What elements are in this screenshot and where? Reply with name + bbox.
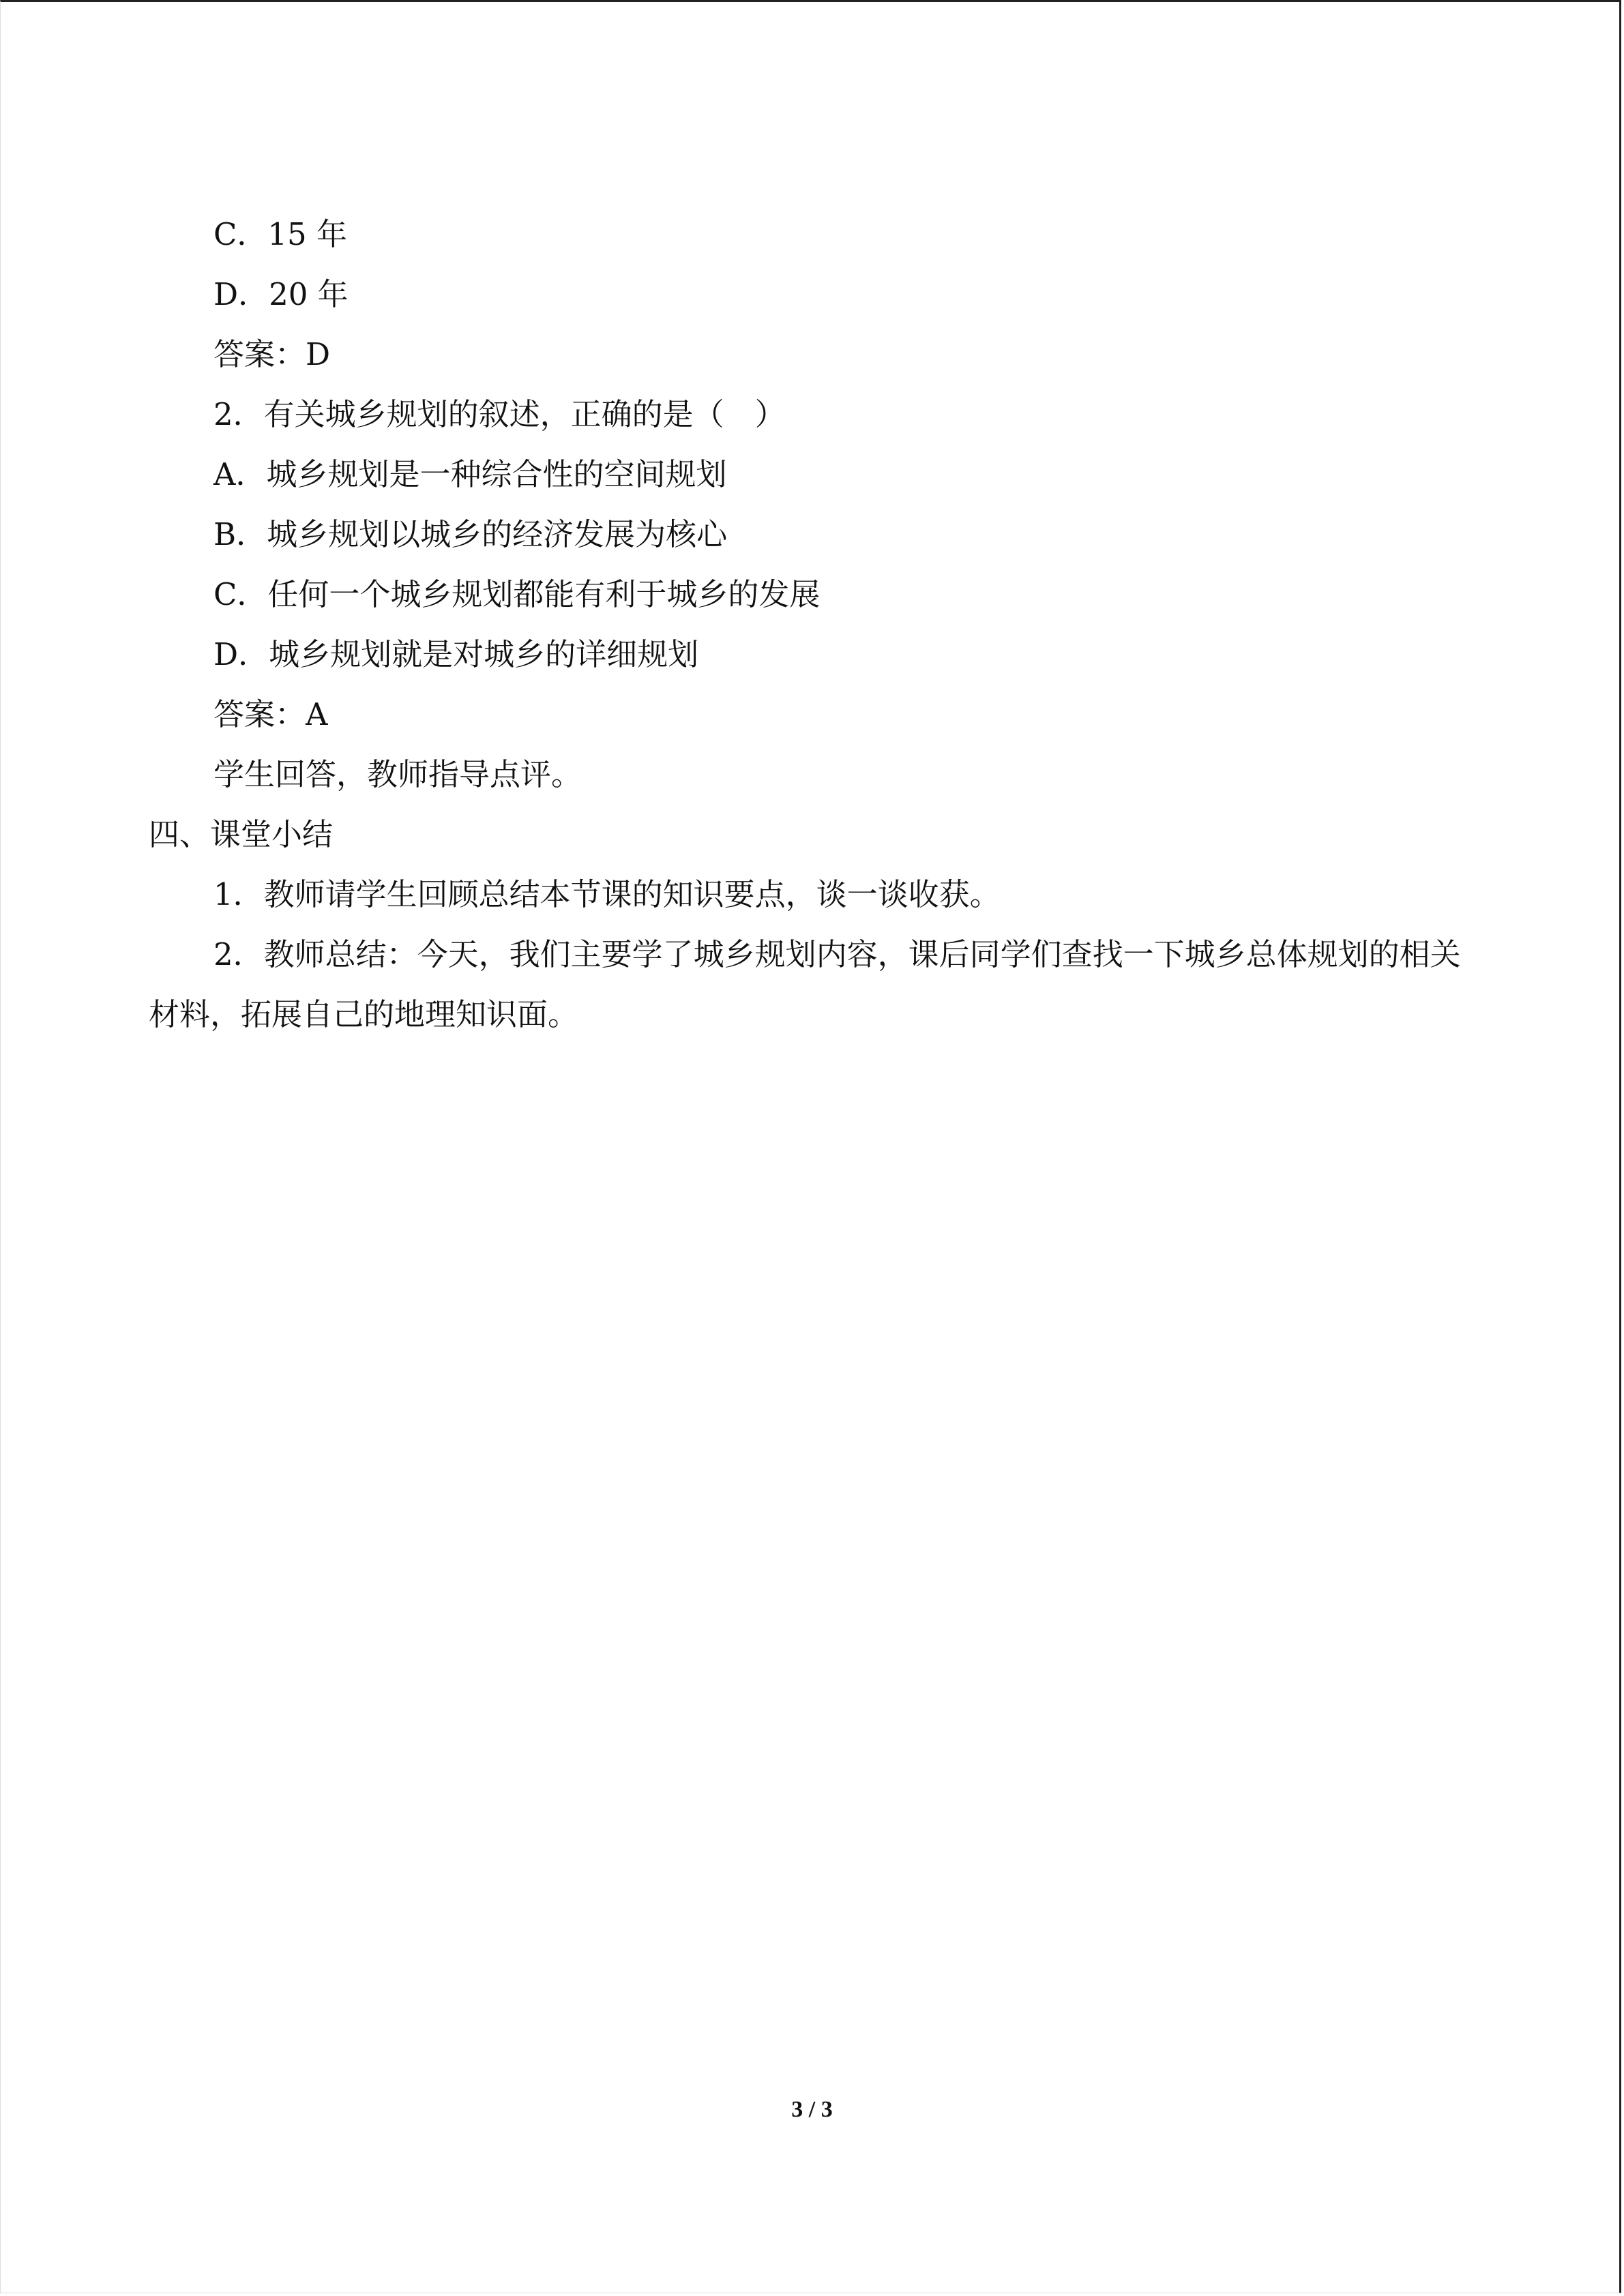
question-2-option-c: C．任何一个城乡规划都能有利于城乡的发展 bbox=[213, 576, 821, 612]
summary-item-2: 2．教师总结：今天，我们主要学了城乡规划内容，课后同学们查找一下城乡总体规划的相关材料，拓展自己的地理知识面。 bbox=[149, 936, 1461, 1032]
answer-1: 答案：D bbox=[213, 336, 331, 372]
student-response-note: 学生回答，教师指导点评。 bbox=[213, 756, 582, 792]
summary-item-1: 1．教师请学生回顾总结本节课的知识要点，谈一谈收获。 bbox=[213, 876, 1001, 912]
document-body bbox=[149, 205, 1475, 1045]
option-d-20-years: D．20 年 bbox=[213, 276, 349, 312]
answer-2: 答案：A bbox=[213, 696, 328, 732]
section-heading-summary: 四、课堂小结 bbox=[149, 816, 334, 852]
question-2-option-a: A．城乡规划是一种综合性的空间规划 bbox=[213, 456, 727, 492]
question-2: 2．有关城乡规划的叙述，正确的是（ ） bbox=[213, 396, 786, 432]
question-2-option-b: B．城乡规划以城乡的经济发展为核心 bbox=[213, 516, 728, 552]
option-c-15-years: C．15 年 bbox=[213, 216, 347, 252]
question-2-option-d: D．城乡规划就是对城乡的详细规划 bbox=[213, 636, 699, 672]
page-number: 3 / 3 bbox=[791, 2097, 833, 2122]
